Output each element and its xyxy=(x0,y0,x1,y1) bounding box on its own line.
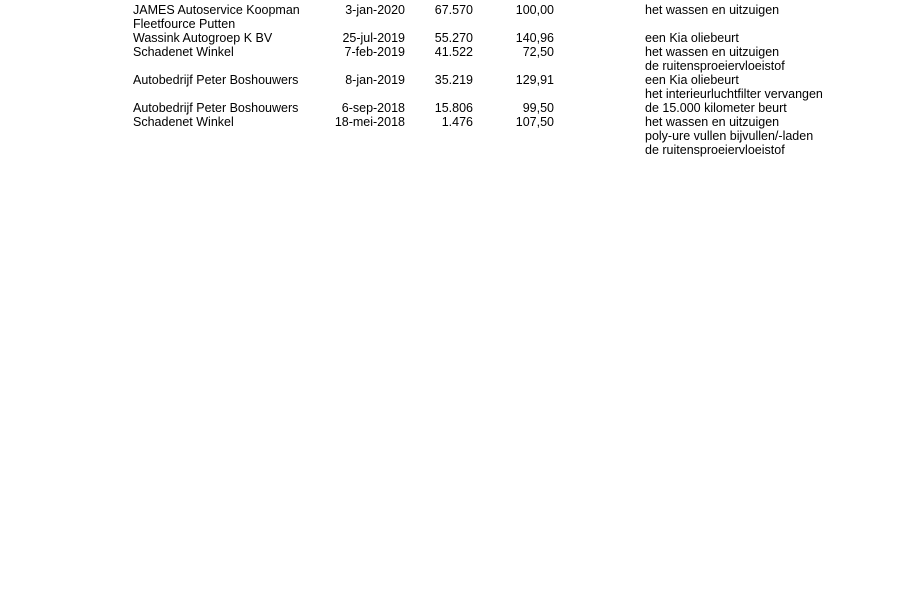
description-cell: een Kia oliebeurt xyxy=(645,73,739,87)
table-row xyxy=(0,17,900,31)
table-row xyxy=(0,87,900,101)
table-row xyxy=(0,45,900,59)
table-row xyxy=(0,73,900,87)
amount-cell: 140,96 xyxy=(515,31,554,45)
description-cell: poly-ure vullen bijvullen/-laden xyxy=(645,129,814,143)
description-cell: de ruitensproeiervloeistof xyxy=(645,143,785,157)
table-row xyxy=(0,101,900,115)
date-cell: 18-mei-2018 xyxy=(334,115,405,129)
amount-cell: 107,50 xyxy=(515,115,554,129)
table-row xyxy=(0,115,900,129)
date-cell: 7-feb-2019 xyxy=(344,45,405,59)
date-cell: 25-jul-2019 xyxy=(342,31,405,45)
table-row xyxy=(0,59,900,73)
description-cell: het wassen en uitzuigen xyxy=(645,3,780,17)
mileage-cell: 35.219 xyxy=(434,73,473,87)
description-cell: de ruitensproeiervloeistof xyxy=(645,59,785,73)
company-cell: Wassink Autogroep K BV xyxy=(133,31,273,45)
description-cell: een Kia oliebeurt xyxy=(645,31,739,45)
amount-cell: 100,00 xyxy=(515,3,554,17)
table-row xyxy=(0,143,900,157)
table-row xyxy=(0,31,900,45)
company-cell: JAMES Autoservice Koopman xyxy=(133,3,300,17)
company-cell: Schadenet Winkel xyxy=(133,115,234,129)
table-row xyxy=(0,3,900,17)
date-cell: 8-jan-2019 xyxy=(345,73,405,87)
amount-cell: 99,50 xyxy=(522,101,554,115)
company-cell: Autobedrijf Peter Boshouwers xyxy=(133,101,299,115)
description-cell: het interieurluchtfilter vervangen xyxy=(645,87,823,101)
description-cell: de 15.000 kilometer beurt xyxy=(645,101,787,115)
mileage-cell: 1.476 xyxy=(441,115,473,129)
table-row xyxy=(0,129,900,143)
mileage-cell: 15.806 xyxy=(434,101,473,115)
mileage-cell: 55.270 xyxy=(434,31,473,45)
company-cell: Fleetfource Putten xyxy=(133,17,236,31)
mileage-cell: 67.570 xyxy=(434,3,473,17)
mileage-cell: 41.522 xyxy=(434,45,473,59)
date-cell: 3-jan-2020 xyxy=(345,3,405,17)
amount-cell: 129,91 xyxy=(515,73,554,87)
company-cell: Schadenet Winkel xyxy=(133,45,234,59)
description-cell: het wassen en uitzuigen xyxy=(645,115,780,129)
date-cell: 6-sep-2018 xyxy=(341,101,405,115)
amount-cell: 72,50 xyxy=(522,45,554,59)
description-cell: het wassen en uitzuigen xyxy=(645,45,780,59)
company-cell: Autobedrijf Peter Boshouwers xyxy=(133,73,299,87)
